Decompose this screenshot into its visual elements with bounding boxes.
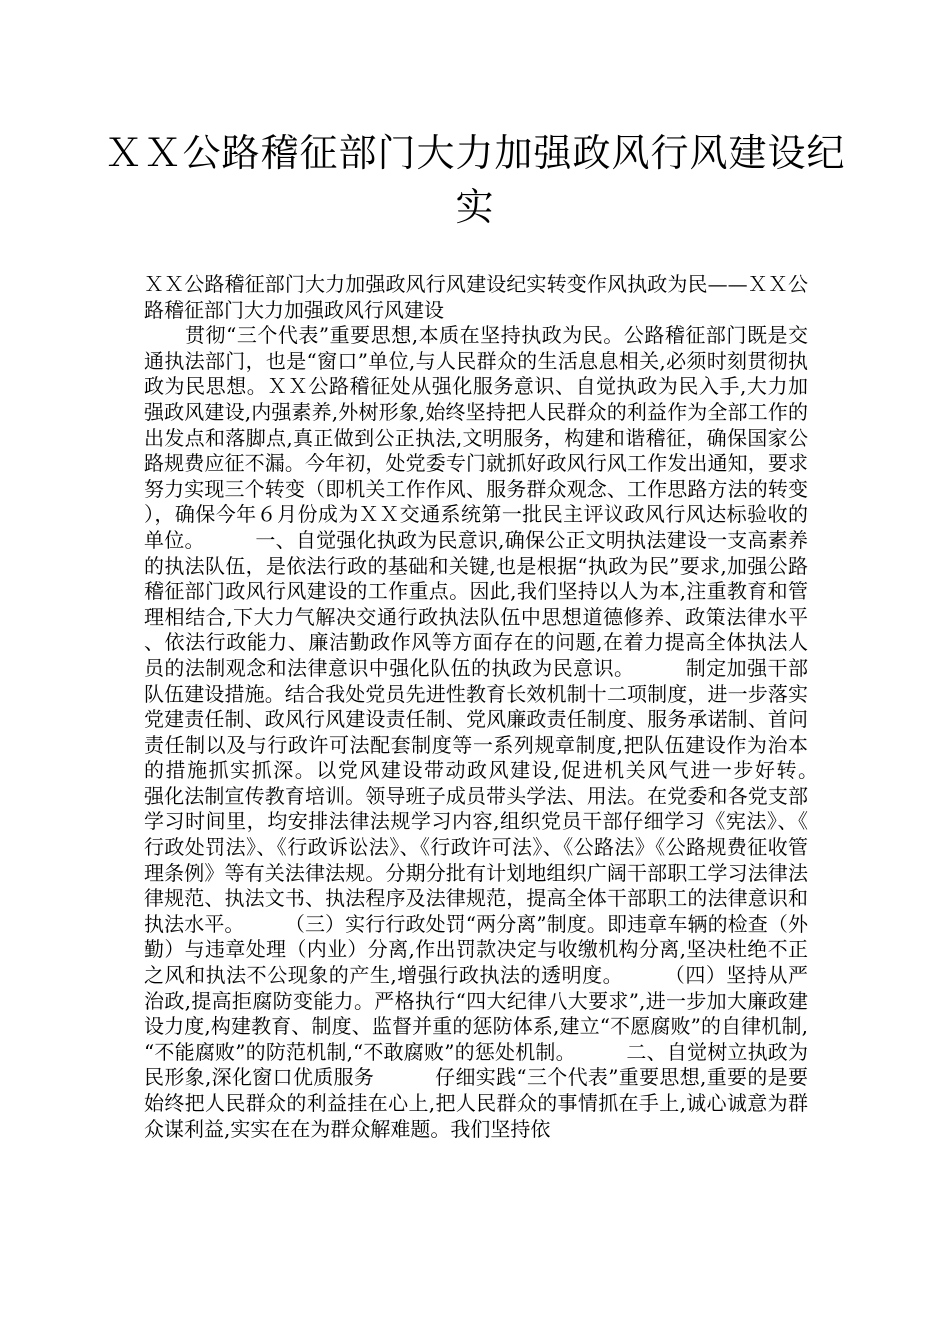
- document-body: ＸＸ公路稽征部门大力加强政风行风建设纪实转变作风执政为民——ＸＸ公路稽征部门大力加强政风行风建设 贯彻“三个代表”重要思想,本质在坚持执政为民。公路稽征部门既是交通执法部门，也是“窗口”单位,与人民群众的生活息息相关,必须时刻贯彻执政为民思想。ＸＸ公路稽征处从强化服务意识、自觉执政为民入手,大力加强政风建设,内强素养,外树形象,始终坚持把人民群众的利益作为全部工作的出发点和落脚点,真正做到公正执法,文明服务，构建和谐稽征，确保国家公路规费应征不漏。今年初，处党委专门就抓好政风行风工作发出通知，要求努力实现三个转变（即机关工作作风、服务群众观念、工作思路方法的转变），确保今年６月份成为ＸＸ交通系统第一批民主评议政风行风达标验收的单位。 一、自觉强化执政为民意识,确保公正文明执法建设一支高素养的执法队伍，是依法行政的基础和关键,也是根据“执政为民”要求,加强公路稽征部门政风行风建设的工作重点。因此,我们坚持以人为本,注重教育和管理相结合,下大力气解决交通行政执法队伍中思想道德修养、政策法律水平、依法行政能力、廉洁勤政作风等方面存在的问题,在着力提高全体执法人员的法制观念和法律意识中强化队伍的执政为民意识。 制定加强干部队伍建设措施。结合我处党员先进性教育长效机制十二项制度，进一步落实党建责任制、政风行风建设责任制、党风廉政责任制度、服务承诺制、首问责任制以及与行政许可法配套制度等一系列规章制度,把队伍建设作为治本的措施抓实抓深。以党风建设带动政风建设,促进机关风气进一步好转。 强化法制宣传教育培训。领导班子成员带头学法、用法。在党委和各党支部学习时间里，均安排法律法规学习内容,组织党员干部仔细学习《宪法》、《行政处罚法》、《行政诉讼法》、《行政许可法》、《公路法》《公路规费征收管理条例》等有关法律法规。分期分批有计划地组织广阔干部职工学习法律法律规范、执法文书、执法程序及法律规范，提高全体干部职工的法律意识和执法水平。 （三）实行行政处罚“两分离”制度。即违章车辆的检查（外勤）与违章处理（内业）分离,作出罚款决定与收缴机构分离,坚决杜绝不正之风和执法不公现象的产生,增强行政执法的透明度。 （四）坚持从严治政,提高拒腐防变能力。严格执行“四大纪律八大要求”,进一步加大廉政建设力度,构建教育、制度、监督并重的惩防体系,建立“不愿腐败”的自律机制,“不能腐败”的防范机制,“不敢腐败”的惩处机制。 二、自觉树立执政为民形象,深化窗口优质服务 仔细实践“三个代表”重要思想,重要的是要始终把人民群众的利益挂在心上,把人民群众的事情抓在手上,诚心诚意为群众谋利益,实实在在为群众解难题。我们坚持依: [144, 272, 808, 1141]
- document-title: ＸＸ公路稽征部门大力加强政风行风建设纪实: [104, 131, 846, 229]
